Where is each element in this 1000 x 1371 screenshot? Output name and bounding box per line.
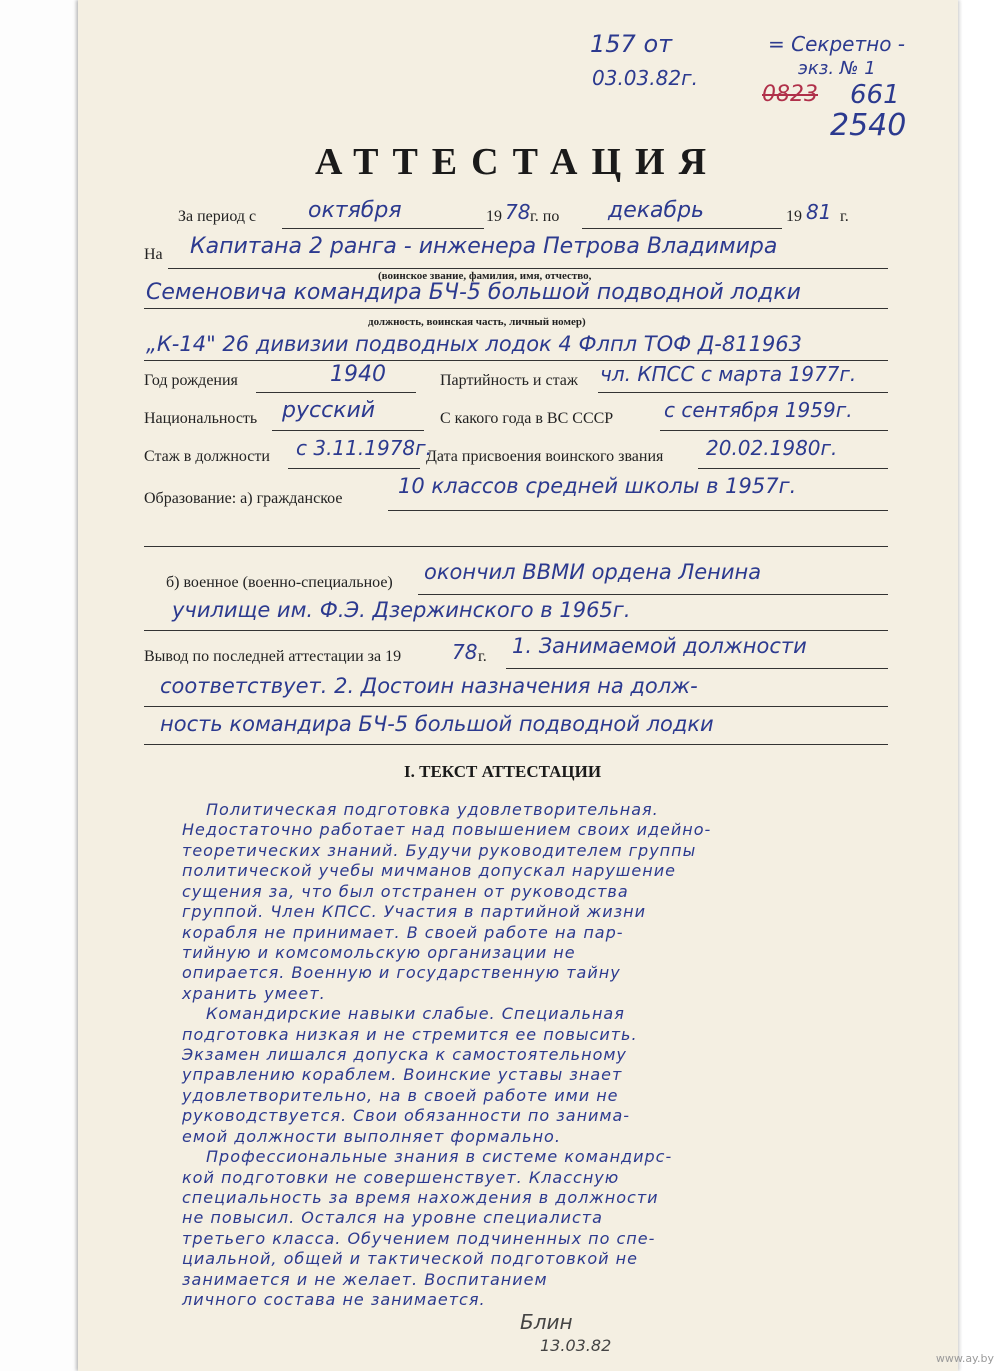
rank-date-label: Дата присвоения воинского звания bbox=[426, 448, 664, 465]
on-line-1: Капитана 2 ранга - инженера Петрова Владимира bbox=[190, 234, 778, 259]
nationality-value: русский bbox=[282, 398, 376, 423]
education-blank-line bbox=[144, 546, 888, 547]
registration-date: 03.03.82г. bbox=[592, 66, 698, 90]
education-civil-value: 10 классов средней школы в 1957г. bbox=[398, 474, 797, 498]
birth-year-label: Год рождения bbox=[144, 372, 238, 389]
period-to-underline bbox=[582, 228, 782, 229]
body-line: Экзамен лишался допуска к самостоятельному bbox=[182, 1045, 627, 1064]
period-from-year: 78 bbox=[505, 200, 531, 224]
service-underline bbox=[660, 430, 888, 431]
period-from-label: За период с bbox=[178, 208, 257, 225]
body-line: сущения за, что был отстранен от руководства bbox=[182, 881, 629, 901]
period-from-underline bbox=[282, 228, 484, 229]
period-end-label: г. bbox=[840, 208, 849, 225]
body-line: удовлетворительно, на в своей работе ими не bbox=[182, 1085, 619, 1105]
birth-year-value: 1940 bbox=[330, 362, 386, 387]
body-line: не повысил. Остался на уровне специалиста bbox=[182, 1208, 603, 1228]
education-civil-label: Образование: а) гражданское bbox=[144, 490, 343, 507]
birth-year-underline bbox=[256, 392, 416, 393]
service-label: С какого года в ВС СССР bbox=[440, 410, 614, 427]
on-underline-2 bbox=[144, 308, 888, 309]
body-line: теоретических знаний. Будучи руководителем группы bbox=[182, 840, 697, 860]
education-military-underline-1 bbox=[418, 594, 888, 595]
education-military-label: б) военное (военно-специальное) bbox=[166, 574, 393, 591]
conclusion-year-suffix: г. bbox=[478, 648, 487, 665]
tenure-value: с 3.11.1978г. bbox=[296, 436, 433, 460]
period-to-year: 81 bbox=[806, 200, 832, 224]
body-line: третьего класса. Обучением подчиненных по спе- bbox=[182, 1228, 656, 1248]
conclusion-line-3: ность командира БЧ-5 большой подводной лодки bbox=[160, 712, 714, 736]
conclusion-underline-1 bbox=[506, 668, 888, 669]
on-line-3: „К-14" 26 дивизии подводных лодок 4 Флпл ТОФ Д-811963 bbox=[146, 332, 803, 356]
body-line: Политическая подготовка удовлетворительная. bbox=[206, 800, 659, 819]
body-line: руководствуется. Свои обязанности по занима- bbox=[182, 1106, 631, 1126]
nationality-underline bbox=[272, 430, 424, 431]
body-line: хранить умеет. bbox=[182, 983, 326, 1003]
on-caption-2: должность, воинская часть, личный номер) bbox=[368, 316, 586, 328]
body-line: специальность за время нахождения в должности bbox=[182, 1187, 659, 1207]
party-value: чл. КПСС с марта 1977г. bbox=[600, 362, 857, 386]
body-line: Профессиональные знания в системе командирс- bbox=[206, 1147, 673, 1167]
body-line: корабля не принимает. В своей работе на пар- bbox=[182, 922, 624, 942]
on-line-2: Семеновича командира БЧ-5 большой подводной лодки bbox=[146, 280, 801, 305]
conclusion-year: 78 bbox=[452, 640, 478, 664]
on-underline-3 bbox=[144, 360, 888, 361]
on-underline-1 bbox=[168, 268, 888, 269]
education-military-underline-2 bbox=[144, 630, 888, 631]
body-line: емой должности выполняет формально. bbox=[182, 1126, 561, 1146]
document-number-2: 2540 bbox=[830, 108, 907, 143]
education-military-value-1: окончил ВВМИ ордена Ленина bbox=[424, 560, 762, 584]
struck-code: 0823 bbox=[762, 82, 818, 107]
background-margin bbox=[0, 0, 78, 1371]
body-line: опирается. Военную и государственную тайну bbox=[182, 963, 621, 983]
document-title: АТТЕСТАЦИЯ bbox=[315, 141, 721, 183]
body-line: группой. Член КПСС. Участия в партийной жизни bbox=[182, 902, 647, 922]
conclusion-label: Вывод по последней аттестации за 19 bbox=[144, 648, 402, 665]
body-line: циальной, общей и тактической подготовкой не bbox=[182, 1249, 638, 1269]
body-line: Недостаточно работает над повышением своих идейно- bbox=[182, 820, 712, 840]
on-caption-1: (воинское звание, фамилия, имя, отчество, bbox=[378, 270, 592, 282]
period-to-month: декабрь bbox=[608, 198, 705, 223]
body-line: подготовка низкая и не стремится ее повысить. bbox=[182, 1024, 638, 1044]
registration-number: 157 от bbox=[590, 30, 673, 58]
conclusion-line-2: соответствует. 2. Достоин назначения на долж- bbox=[160, 674, 698, 698]
document-code: 661 bbox=[850, 80, 900, 110]
secret-stamp: = Секретно - bbox=[768, 32, 906, 56]
body-line: занимается и не желает. Воспитанием bbox=[182, 1269, 548, 1289]
watermark: www.ay.by bbox=[935, 1352, 994, 1365]
education-military-value-2: училище им. Ф.Э. Дзержинского в 1965г. bbox=[172, 598, 631, 622]
body-line: кой подготовки не совершенствует. Классную bbox=[182, 1167, 620, 1187]
period-to-label: г. по bbox=[530, 208, 560, 225]
conclusion-underline-2 bbox=[144, 706, 888, 707]
tenure-label: Стаж в должности bbox=[144, 448, 270, 465]
body-line: политической учебы мичманов допускал нарушение bbox=[182, 861, 676, 881]
body-line: управлению кораблем. Воинские уставы знает bbox=[182, 1065, 623, 1085]
period-year-prefix-2: 19 bbox=[786, 208, 802, 225]
copy-number: экз. № 1 bbox=[798, 58, 876, 79]
rank-date-underline bbox=[698, 468, 888, 469]
period-from-month: октября bbox=[308, 198, 402, 223]
conclusion-underline-3 bbox=[144, 744, 888, 745]
period-year-prefix-1: 19 bbox=[486, 208, 502, 225]
nationality-label: Национальность bbox=[144, 410, 258, 427]
body-line: Командирские навыки слабые. Специальная bbox=[206, 1004, 625, 1024]
conclusion-line-1: 1. Занимаемой должности bbox=[512, 634, 807, 658]
body-line: тийную и комсомольскую организации не bbox=[182, 942, 576, 962]
tenure-underline bbox=[288, 468, 420, 469]
signature: Блин bbox=[520, 1310, 573, 1334]
body-line: личного состава не занимается. bbox=[182, 1290, 486, 1309]
service-value: с сентября 1959г. bbox=[664, 398, 853, 422]
education-civil-underline bbox=[388, 510, 888, 511]
signature-date: 13.03.82 bbox=[540, 1336, 612, 1355]
on-label: На bbox=[144, 246, 163, 263]
rank-date-value: 20.02.1980г. bbox=[706, 436, 838, 460]
section-title: I. ТЕКСТ АТТЕСТАЦИИ bbox=[404, 762, 602, 781]
party-label: Партийность и стаж bbox=[440, 372, 578, 389]
party-underline bbox=[598, 392, 888, 393]
